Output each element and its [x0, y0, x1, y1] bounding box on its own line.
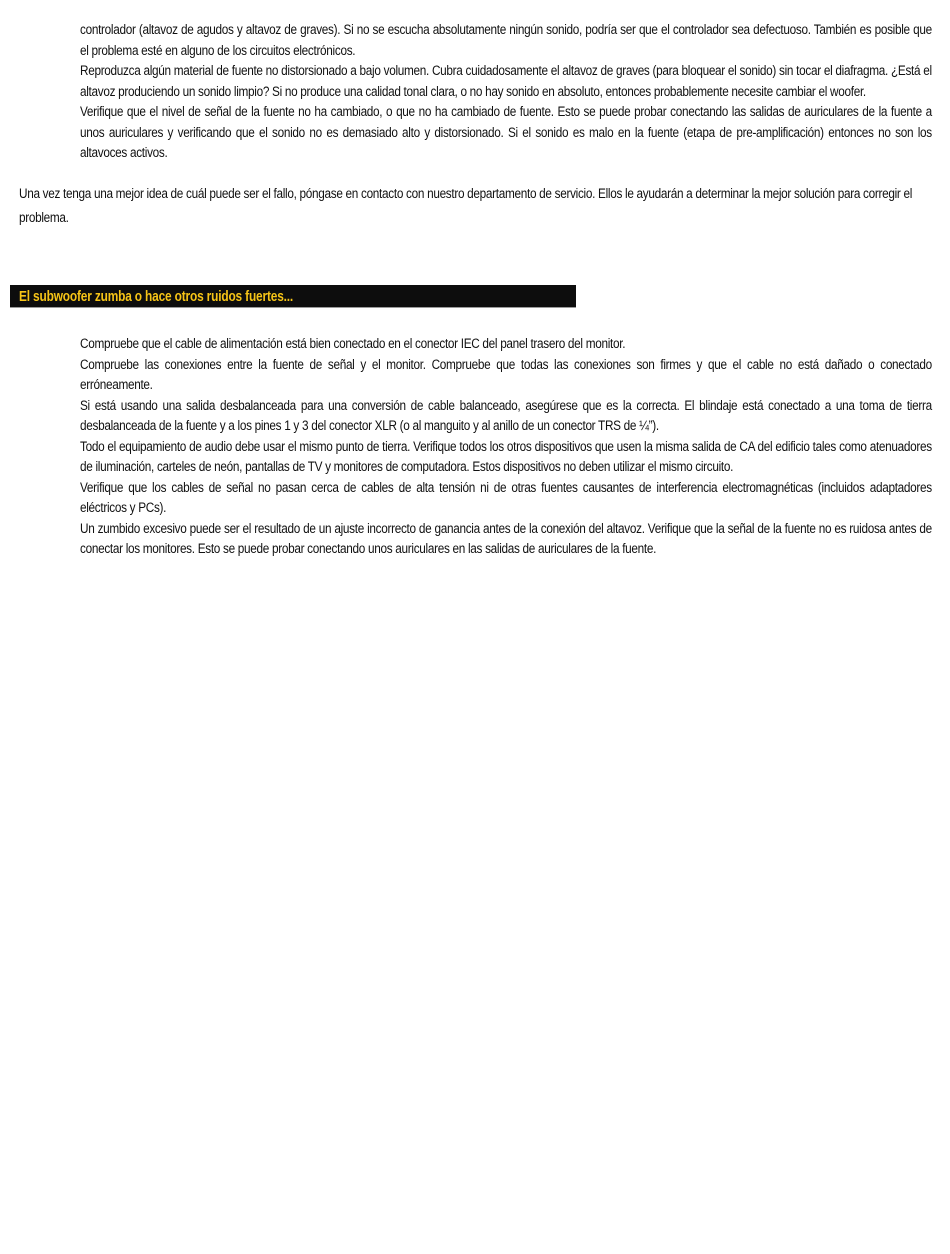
- list-item: Un zumbido excesivo puede ser el resultado de un ajuste incorrecto de ganancia antes de la conexión del altavoz. Verifique que la señal de la fuente no es ruidosa antes de conectar los monitores. Esto se puede probar conectando unos auriculares en las salidas de auriculares de la fuente.: [80, 520, 932, 556]
- list-item: Verifique que el nivel de señal de la fuente no ha cambiado, o que no ha cambiado de fuente. Esto se puede probar conectando las salidas de auriculares de la fuente a unos auriculares y verificando que el sonido no es demasiado alto y distorsionado. Si el sonido es malo en la fuente (etapa de pre-amplificación) entonces no son los altavoces activos.: [80, 104, 932, 160]
- section-heading-underline: [10, 307, 576, 308]
- closing-paragraph: Una vez tenga una mejor idea de cuál puede ser el fallo, póngase en contacto con nuestro departamento de servicio. Ellos le ayudarán a determinar la mejor solución para corregir el problema.: [19, 186, 913, 225]
- list-item: controlador (altavoz de agudos y altavoz de graves). Si no se escucha absolutamente ningún sonido, podría ser que el controlador sea defectuoso. También es posible que el problema esté en alguno de los circuitos electrónicos.: [80, 22, 932, 58]
- section-item-list: [80, 334, 932, 560]
- top-item-list: [80, 20, 932, 164]
- list-item: Compruebe que el cable de alimentación está bien conectado en el conector IEC del panel trasero del monitor.: [80, 336, 626, 351]
- list-item: Verifique que los cables de señal no pasan cerca de cables de alta tensión ni de otras fuentes causantes de interferencia electromagnéticas (incluidos adaptadores eléctricos y PCs).: [80, 479, 932, 515]
- list-item: Reproduzca algún material de fuente no distorsionado a bajo volumen. Cubra cuidadosamente el altavoz de graves (para bloquear el sonido) sin tocar el diafragma. ¿Está el altavoz produciendo un sonido limpio? Si no produce una calidad tonal clara, o no hay sonido en absoluto, entonces probablemente necesite cambiar el woofer.: [80, 63, 932, 99]
- section-heading: El subwoofer zumba o hace otros ruidos fuertes...: [19, 289, 294, 305]
- list-item: Compruebe las conexiones entre la fuente de señal y el monitor. Compruebe que todas las conexiones son firmes y que el cable no está dañado o conectado erróneamente.: [80, 356, 932, 392]
- list-item: Todo el equipamiento de audio debe usar el mismo punto de tierra. Verifique todos los otros dispositivos que usen la misma salida de CA del edificio tales como atenuadores de iluminación, carteles de neón, pantallas de TV y monitores de computadora. Estos dispositivos no deben utilizar el mismo circuito.: [80, 438, 932, 474]
- list-item: Si está usando una salida desbalanceada para una conversión de cable balanceado, asegúrese que es la correcta. El blindaje está conectado a una toma de tierra desbalanceada de la fuente y a los pines 1 y 3 del conector XLR (o al manguito y al anillo de un conector TRS de ¼”).: [80, 397, 932, 433]
